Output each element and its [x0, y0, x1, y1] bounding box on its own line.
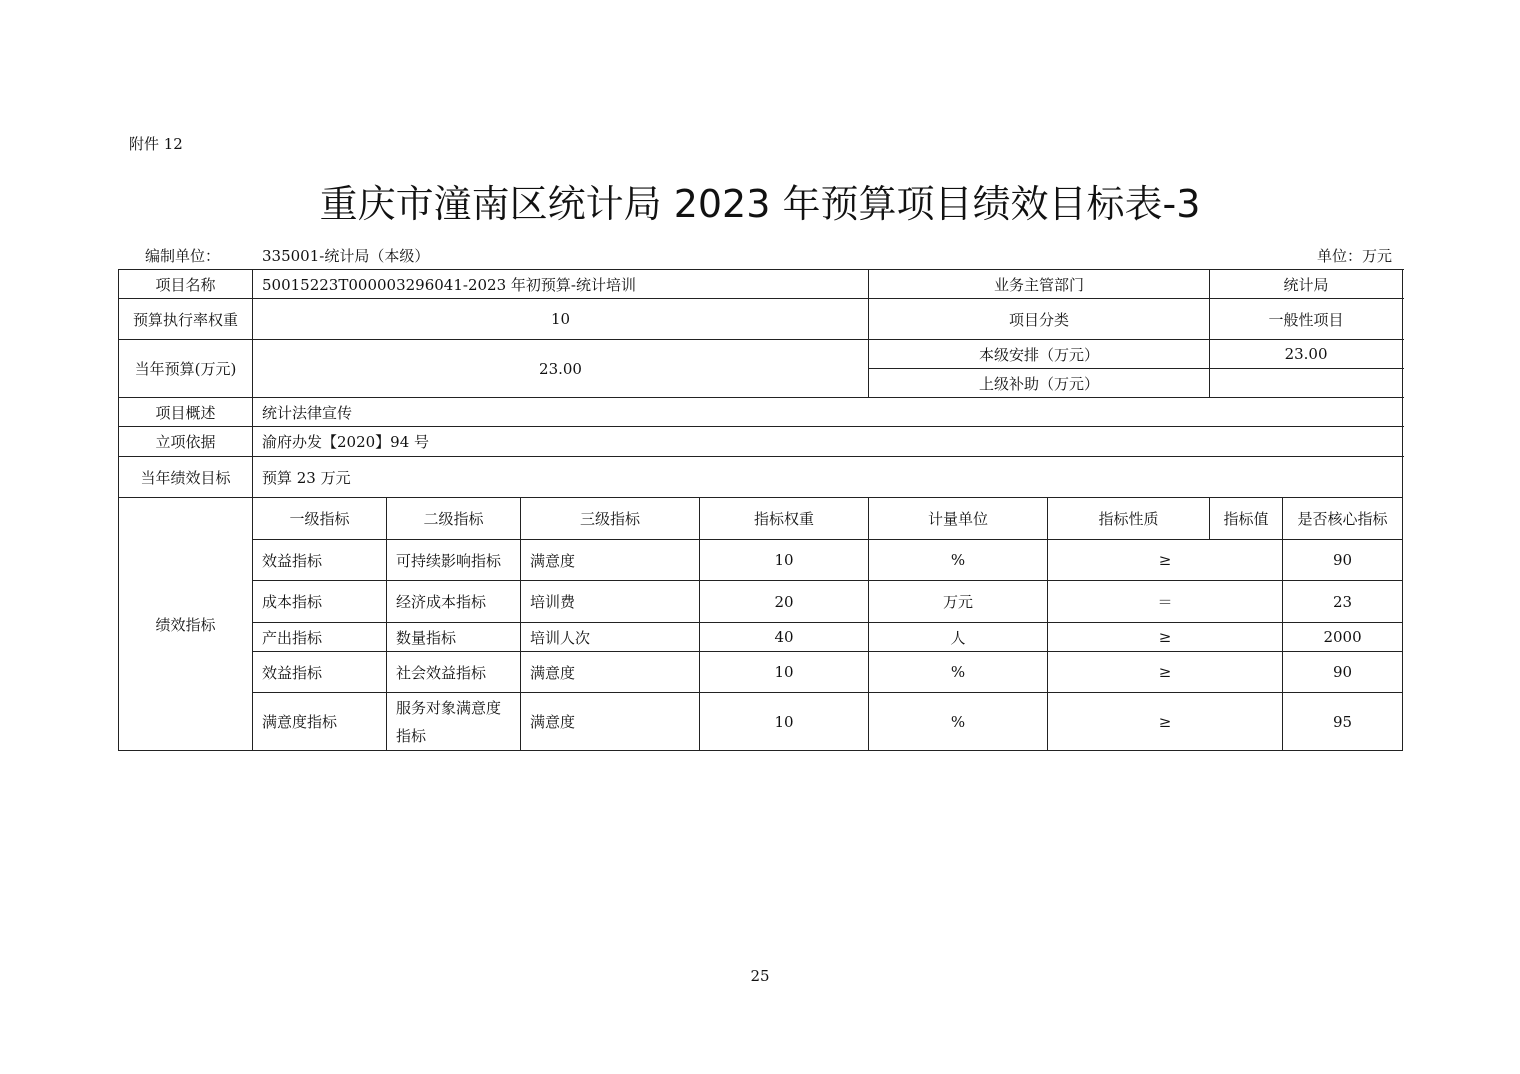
- category-label: 项目分类: [869, 299, 1210, 340]
- cell-nature: ≥: [1048, 540, 1283, 581]
- table-row: [119, 652, 1403, 693]
- cell-unit: 万元: [869, 581, 1048, 623]
- budget-value: 23.00: [253, 340, 869, 398]
- cell-level2: 经济成本指标: [387, 581, 521, 623]
- cell-level1: 满意度指标: [253, 693, 387, 751]
- unit-label: 单位：万元: [1316, 247, 1392, 265]
- cell-unit: 人: [869, 623, 1048, 652]
- cell-level1: 成本指标: [253, 581, 387, 623]
- cell-weight: 10: [700, 693, 869, 751]
- header-level2: 二级指标: [387, 498, 521, 540]
- table-row: [119, 540, 1403, 581]
- weight-value: 10: [253, 299, 869, 340]
- cell-value: 23: [1283, 581, 1403, 623]
- cell-value: 2000: [1283, 623, 1403, 652]
- cell-level3: 培训费: [521, 581, 700, 623]
- basis-label: 立项依据: [119, 427, 253, 457]
- dept-value: 统计局: [1210, 270, 1403, 299]
- cell-nature: ≥: [1048, 693, 1283, 751]
- cell-unit: %: [869, 693, 1048, 751]
- category-value: 一般性项目: [1210, 299, 1403, 340]
- project-name-label: 项目名称: [119, 270, 253, 299]
- page-number: 25: [750, 967, 770, 985]
- cell-value: 95: [1283, 693, 1403, 751]
- budget-label: 当年预算(万元): [119, 340, 253, 398]
- header-core: 是否核心指标: [1283, 498, 1403, 540]
- goal-value: 预算 23 万元: [253, 457, 1403, 498]
- cell-level2: 社会效益指标: [387, 652, 521, 693]
- weight-label: 预算执行率权重: [119, 299, 253, 340]
- goal-label: 当年绩效目标: [119, 457, 253, 498]
- table-row: [119, 693, 1403, 751]
- performance-table: [118, 269, 1403, 751]
- cell-nature: ≥: [1048, 652, 1283, 693]
- cell-level1: 效益指标: [253, 540, 387, 581]
- cell-nature: ≥: [1048, 623, 1283, 652]
- subsidy-value: [1210, 369, 1403, 398]
- cell-level2: 服务对象满意度指标: [387, 693, 521, 751]
- dept-label: 业务主管部门: [869, 270, 1210, 299]
- cell-nature: ＝: [1048, 581, 1283, 623]
- basis-value: 渝府办发【2020】94 号: [253, 427, 1403, 457]
- indicators-label: 绩效指标: [119, 498, 253, 751]
- cell-level3: 满意度: [521, 652, 700, 693]
- project-name-value: 50015223T000003296041-2023 年初预算-统计培训: [253, 270, 869, 299]
- header-level1: 一级指标: [253, 498, 387, 540]
- cell-level1: 效益指标: [253, 652, 387, 693]
- cell-level3: 培训人次: [521, 623, 700, 652]
- cell-unit: %: [869, 540, 1048, 581]
- cell-value: 90: [1283, 652, 1403, 693]
- page-title: 重庆市潼南区统计局 2023 年预算项目绩效目标表-3: [319, 182, 1201, 226]
- cell-level2: 可持续影响指标: [387, 540, 521, 581]
- table-row: [119, 581, 1403, 623]
- header-level3: 三级指标: [521, 498, 700, 540]
- cell-level3: 满意度: [521, 540, 700, 581]
- cell-weight: 40: [700, 623, 869, 652]
- org-value: 335001-统计局（本级）: [262, 247, 430, 265]
- attachment-label: 附件 12: [129, 135, 183, 153]
- cell-weight: 10: [700, 540, 869, 581]
- cell-level2: 数量指标: [387, 623, 521, 652]
- overview-label: 项目概述: [119, 398, 253, 427]
- cell-unit: %: [869, 652, 1048, 693]
- header-weight: 指标权重: [700, 498, 869, 540]
- cell-weight: 10: [700, 652, 869, 693]
- local-label: 本级安排（万元）: [869, 340, 1210, 369]
- cell-level3: 满意度: [521, 693, 700, 751]
- local-value: 23.00: [1210, 340, 1403, 369]
- table-row: [119, 623, 1403, 652]
- overview-value: 统计法律宣传: [253, 398, 1403, 427]
- header-value: 指标值: [1210, 498, 1283, 540]
- subsidy-label: 上级补助（万元）: [869, 369, 1210, 398]
- cell-level1: 产出指标: [253, 623, 387, 652]
- header-unit: 计量单位: [869, 498, 1048, 540]
- cell-weight: 20: [700, 581, 869, 623]
- cell-value: 90: [1283, 540, 1403, 581]
- header-nature: 指标性质: [1048, 498, 1210, 540]
- org-label: 编制单位：: [145, 247, 221, 265]
